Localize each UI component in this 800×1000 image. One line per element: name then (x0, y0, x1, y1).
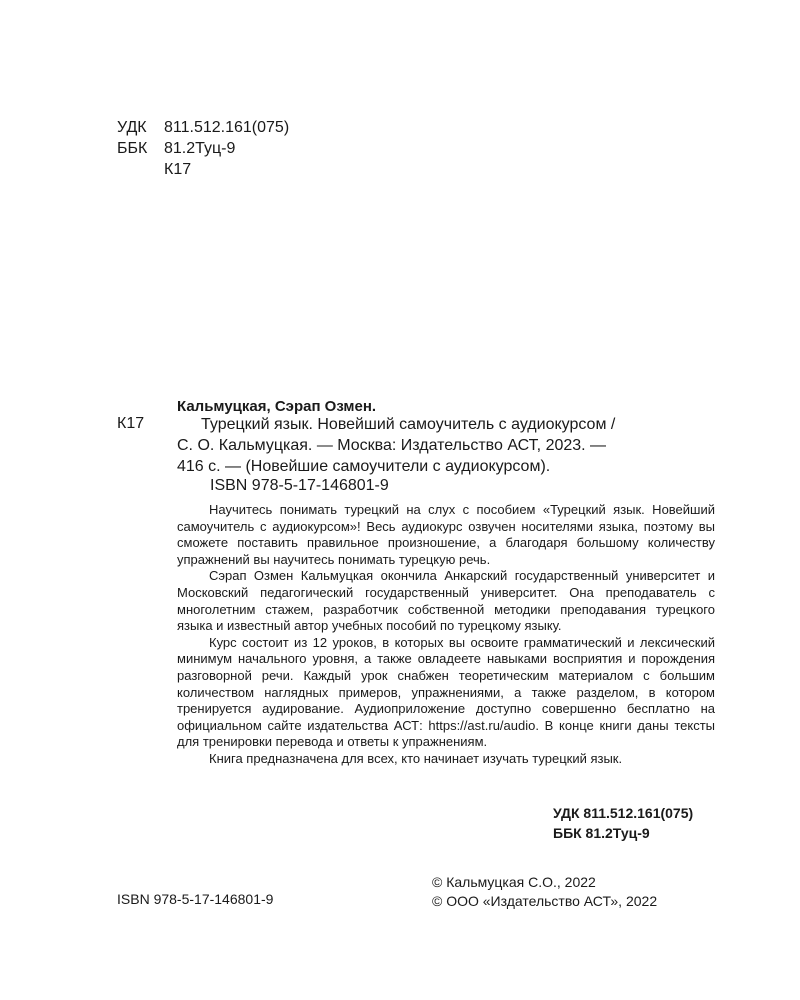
bottom-bbk: ББК 81.2Туц-9 (553, 825, 650, 841)
udk-row (117, 117, 289, 138)
cutter-code: К17 (164, 161, 192, 178)
bbk-label: ББК (117, 140, 148, 157)
udk-value: 811.512.161(075) (164, 119, 290, 136)
isbn-main: ISBN 978-5-17-146801-9 (210, 477, 389, 494)
annotation (177, 502, 715, 768)
record-cutter: К17 (117, 415, 145, 432)
author-heading: Кальмуцкая, Сэрап Озмен. (177, 398, 377, 415)
bottom-classification (553, 803, 693, 843)
bib-line-2: С. О. Кальмуцкая. — Москва: Издательство АСТ, 2023. — (177, 437, 607, 454)
annotation-paragraph: Сэрап Озмен Кальмуцкая окончила Анкарский государственный университет и Московский педагогический государственный университет. Она преподаватель с многолетним стажем, разработчик собственной методики преподавания турецкого языка и известный автор учебных пособий по турецкому языку. (177, 568, 715, 634)
annotation-paragraph: Книга предназначена для всех, кто начинает изучать турецкий язык. (209, 750, 623, 766)
annotation-paragraph: Курс состоит из 12 уроков, в которых вы освоите грамматический и лексический минимум начального уровня, а также овладеете навыками восприятия и порождения разговорной речи. Каждый урок снабжен теоретическим материалом с большим количеством наглядных примеров, упражнениями, а также разделом, в котором тренируется аудирование. Аудиоприложение доступно совершенно бесплатно на официальном сайте издательства АСТ: https://ast.ru/audio. В конце книги даны тексты для тренировки перевода и ответы к упражнениям. (177, 634, 715, 750)
bib-line-1: Турецкий язык. Новейший самоучитель с аудиокурсом / (201, 416, 616, 433)
isbn-bottom: ISBN 978-5-17-146801-9 (117, 891, 274, 907)
bibliographic-description (177, 414, 717, 477)
annotation-paragraph: Научитесь понимать турецкий на слух с пособием «Турецкий язык. Новейший самоучитель с аудиокурсом»! Весь аудиокурс озвучен носителями языка, поэтому вы сможете поставить правильное произношение, а благодаря большому количеству упражнений вы научитесь понимать турецкую речь. (177, 502, 715, 567)
copyright-publisher: © ООО «Издательство АСТ», 2022 (432, 893, 658, 909)
classification-codes (117, 117, 289, 180)
udk-label: УДК (117, 119, 147, 136)
bib-line-3: 416 с. — (Новейшие самоучители с аудиокурсом). (177, 458, 551, 475)
copyright-author: © Кальмуцкая С.О., 2022 (432, 874, 596, 890)
copyright-block (432, 873, 657, 911)
bottom-udk: УДК 811.512.161(075) (553, 805, 694, 821)
bbk-row (117, 138, 289, 159)
bbk-value: 81.2Туц-9 (164, 140, 236, 157)
